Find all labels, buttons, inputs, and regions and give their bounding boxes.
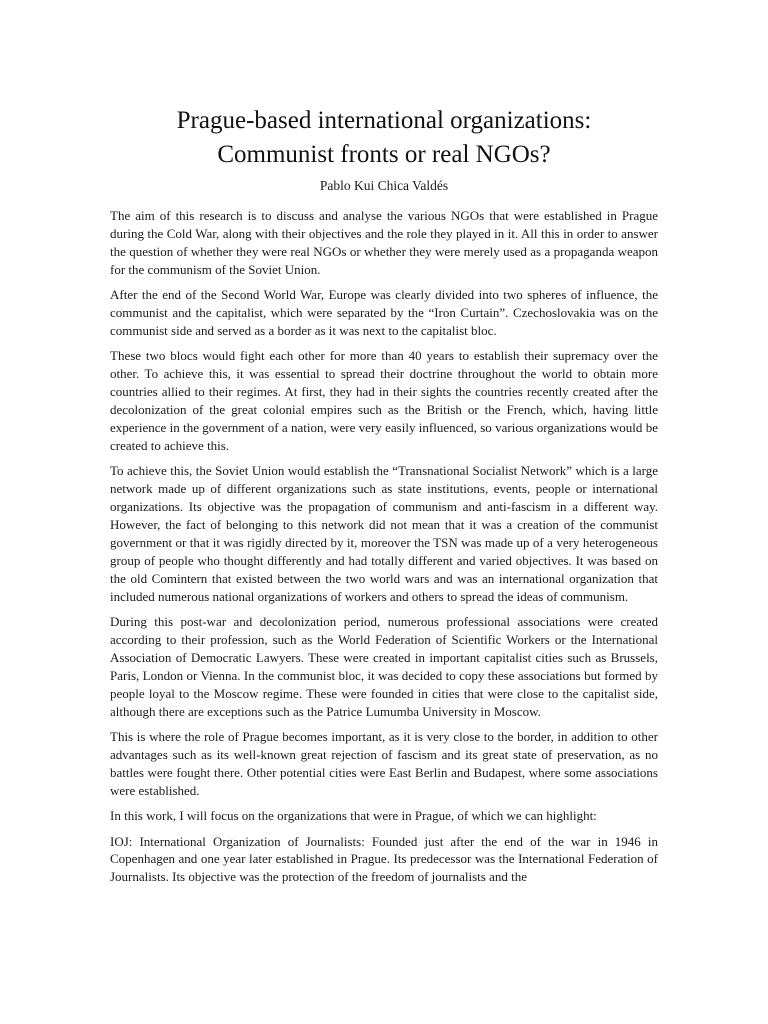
paragraph-postwar: After the end of the Second World War, Europe was clearly divided into two spheres of influence, the communist and the capitalist, which were separated by the “Iron Curtain”. Czechoslovakia was on the communist side and served as a border as it was next to the capitalist bloc. (110, 287, 658, 338)
paragraph-tsn: To achieve this, the Soviet Union would establish the “Transnational Socialist Network” which is a large network made up of different organizations such as state institutions, events, people or international organizations. Its objective was the propagation of communism and anti-fascism in a different way. However, the fact of belonging to this network did not mean that it was a creation of the communist government or that it was rigidly directed by it, moreover the TSN was made up of a very heterogeneous group of people who thought differently and had totally different and varied objectives. It was based on the old Comintern that existed between the two world wars and was an international organization that included numerous national organizations of workers and others to spread the ideas of communism. (110, 463, 658, 604)
author-name: Pablo Kui Chica Valdés (319, 178, 449, 193)
paragraph-prague-role: This is where the role of Prague becomes important, as it is very close to the border, in addition to other advantages such as its well-known great rejection of fascism and its great state of preservation, as no battles were fought there. Other potential cities were East Berlin and Budapest, where some associations were established. (110, 728, 658, 798)
paragraph-focus: In this work, I will focus on the organizations that were in Prague, of which we can highlight: (110, 808, 597, 824)
document-title (110, 104, 658, 172)
title-line-1: Prague-based international organizations: (176, 107, 592, 134)
title-line-2: Communist fronts or real NGOs? (217, 141, 551, 168)
paragraph-associations: During this post-war and decolonization period, numerous professional associations were created according to their profession, such as the World Federation of Scientific Workers or the International Association of Democratic Lawyers. These were created in important capitalist cities such as Brussels, Paris, London or Vienna. In the communist bloc, it was decided to copy these associations but formed by people loyal to the Moscow regime. These were founded in cities that were close to the capitalist side, although there are exceptions such as the Patrice Lumumba University in Moscow. (110, 614, 658, 719)
document-page (110, 104, 658, 894)
paragraph-intro: The aim of this research is to discuss and analyse the various NGOs that were established in Prague during the Cold War, along with their objectives and the role they played in it. All this in order to answer the question of whether they were real NGOs or whether they were merely used as a propaganda weapon for the communism of the Soviet Union. (110, 208, 658, 277)
paragraph-blocs: These two blocs would fight each other for more than 40 years to establish their supremacy over the other. To achieve this, it was essential to spread their doctrine throughout the world to obtain more countries allied to their regimes. At first, they had in their sights the countries recently created after the decolonization of the great colonial empires such as the British or the French, which, having little experience in the government of a nation, were very easily influenced, so various organizations would be created to achieve this. (110, 348, 658, 453)
paragraph-ioj: IOJ: International Organization of Journalists: Founded just after the end of the war in 1946 in Copenhagen and one year later established in Prague. Its predecessor was the International Federation of Journalists. Its objective was the protection of the freedom of journalists and the (110, 833, 658, 885)
